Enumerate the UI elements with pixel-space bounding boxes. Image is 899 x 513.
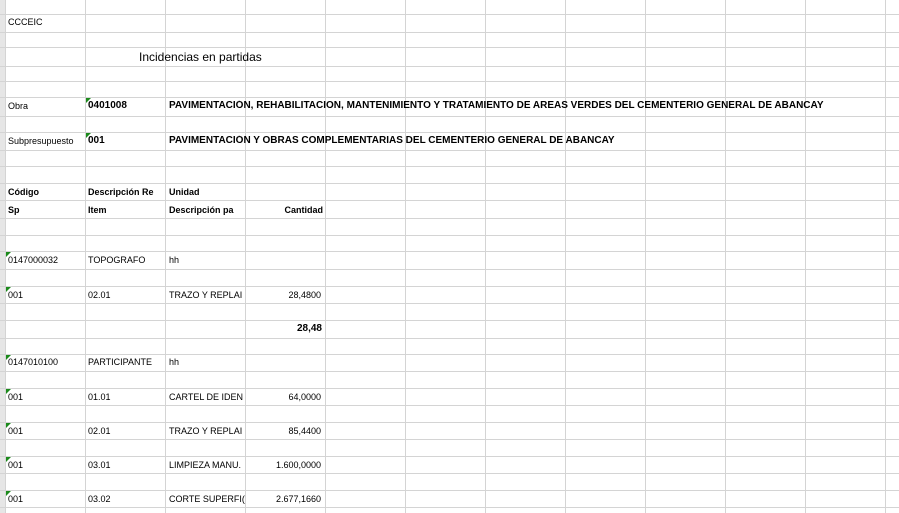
col-line xyxy=(405,0,406,513)
resource-unit[interactable]: hh xyxy=(169,255,180,265)
row-item[interactable]: 02.01 xyxy=(88,290,111,300)
row-sp[interactable]: 001 xyxy=(8,460,24,470)
resource-name[interactable]: TOPOGRAFO xyxy=(88,255,146,265)
row-quantity[interactable]: 64,0000 xyxy=(288,392,321,402)
row-line xyxy=(0,81,899,82)
row-line xyxy=(0,439,899,440)
row-line xyxy=(0,166,899,167)
header-descripcion-recurso: Descripción Re xyxy=(88,187,154,197)
col-line xyxy=(485,0,486,513)
header-descripcion-partida: Descripción pa xyxy=(169,205,234,215)
col-line xyxy=(325,0,326,513)
col-line xyxy=(725,0,726,513)
row-line xyxy=(0,507,899,508)
obra-code[interactable]: 0401008 xyxy=(88,100,127,111)
header-codigo: Código xyxy=(8,187,39,197)
row-line xyxy=(0,97,899,98)
row-line xyxy=(0,235,899,236)
header-cantidad: Cantidad xyxy=(284,205,323,215)
row-item[interactable]: 03.02 xyxy=(88,494,111,504)
row-quantity[interactable]: 1.600,0000 xyxy=(275,460,321,470)
row-line xyxy=(0,200,899,201)
row-line xyxy=(0,388,899,389)
row-line xyxy=(0,251,899,252)
obra-label: Obra xyxy=(8,101,29,111)
header-unidad: Unidad xyxy=(169,187,200,197)
resource-code[interactable]: 0147010100 xyxy=(8,357,59,367)
row-line xyxy=(0,456,899,457)
row-sp[interactable]: 001 xyxy=(8,392,24,402)
row-description[interactable]: TRAZO Y REPLAI xyxy=(169,290,243,300)
col-line xyxy=(805,0,806,513)
subpresupuesto-label: Subpresupuesto xyxy=(8,136,74,146)
group-total[interactable]: 28,48 xyxy=(296,323,322,334)
row-line xyxy=(0,422,899,423)
row-item[interactable]: 02.01 xyxy=(88,426,111,436)
row-line xyxy=(0,47,899,48)
obra-description[interactable]: PAVIMENTACIÓN, REHABILITACION, MANTENIMIENTO Y TRATAMIENTO DE AREAS VERDES DEL CEMENTERIO GENERAL DE ABANCAY xyxy=(169,100,824,111)
row-line xyxy=(0,66,899,67)
row-quantity[interactable]: 85,4400 xyxy=(288,426,321,436)
subpresupuesto-code[interactable]: 001 xyxy=(88,135,105,146)
resource-unit[interactable]: hh xyxy=(169,357,180,367)
row-sp[interactable]: 001 xyxy=(8,426,24,436)
resource-code[interactable]: 0147000032 xyxy=(8,255,59,265)
row-sp[interactable]: 001 xyxy=(8,290,24,300)
col-line xyxy=(165,0,166,513)
report-title: Incidencias en partidas xyxy=(139,50,262,64)
row-description[interactable]: LIMPIEZA MANU. xyxy=(169,460,242,470)
row-line xyxy=(0,338,899,339)
row-line xyxy=(0,371,899,372)
row-item[interactable]: 03.01 xyxy=(88,460,111,470)
row-line xyxy=(0,286,899,287)
row-line xyxy=(0,354,899,355)
row-quantity[interactable]: 2.677,1660 xyxy=(275,494,321,504)
row-description[interactable]: CARTEL DE IDEN xyxy=(169,392,244,402)
row-description[interactable]: TRAZO Y REPLAI xyxy=(169,426,243,436)
row-line xyxy=(0,116,899,117)
company-name: CCCEIC xyxy=(8,17,43,27)
resource-name[interactable]: PARTICIPANTE xyxy=(88,357,153,367)
row-line xyxy=(0,405,899,406)
row-sp[interactable]: 001 xyxy=(8,494,24,504)
subpresupuesto-description[interactable]: PAVIMENTACIÓN Y OBRAS COMPLEMENTARIAS DEL CEMENTERIO GENERAL DE ABANCAY xyxy=(169,135,615,146)
row-line xyxy=(0,320,899,321)
row-line xyxy=(0,473,899,474)
row-line xyxy=(0,183,899,184)
row-line xyxy=(0,269,899,270)
row-quantity[interactable]: 28,4800 xyxy=(288,290,321,300)
col-line xyxy=(645,0,646,513)
row-line xyxy=(0,32,899,33)
header-item: Item xyxy=(88,205,107,215)
row-line xyxy=(0,150,899,151)
row-description[interactable]: CORTE SUPERFI( xyxy=(169,494,245,504)
col-line xyxy=(565,0,566,513)
col-line xyxy=(885,0,886,513)
row-line xyxy=(0,132,899,133)
row-line xyxy=(0,14,899,15)
row-item[interactable]: 01.01 xyxy=(88,392,111,402)
header-sp: Sp xyxy=(8,205,20,215)
row-line xyxy=(0,218,899,219)
row-line xyxy=(0,303,899,304)
col-line xyxy=(85,0,86,513)
row-line xyxy=(0,490,899,491)
